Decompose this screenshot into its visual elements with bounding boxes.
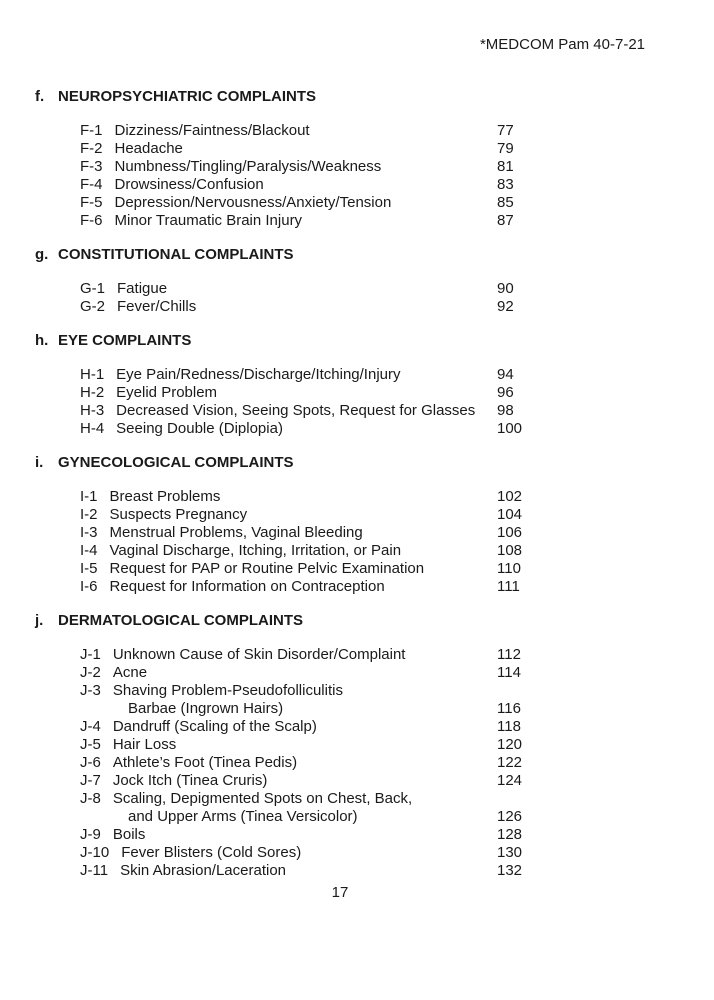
item-main	[35, 194, 497, 212]
item-title: Unknown Cause of Skin Disorder/Complaint	[112, 646, 406, 663]
item-line	[35, 420, 497, 438]
item-main	[35, 402, 497, 420]
section-heading	[35, 246, 714, 264]
item-line	[35, 772, 497, 790]
item-page-number: 118	[497, 718, 521, 735]
item-main	[35, 298, 497, 316]
toc-item	[35, 366, 714, 384]
section-heading	[35, 612, 714, 630]
toc-item	[35, 560, 714, 578]
item-label: F-5	[80, 194, 103, 211]
item-label: H-2	[80, 384, 105, 401]
item-main	[35, 524, 497, 542]
item-label: I-1	[80, 488, 98, 505]
item-title: Request for PAP or Routine Pelvic Examination	[109, 560, 425, 577]
item-main	[35, 736, 497, 754]
section-title: GYNECOLOGICAL COMPLAINTS	[58, 454, 294, 471]
item-line	[35, 790, 497, 808]
item-label: H-3	[80, 402, 105, 419]
item-main	[35, 384, 497, 402]
item-title: Eye Pain/Redness/Discharge/Itching/Injury	[116, 366, 401, 383]
item-label: J-9	[80, 826, 101, 843]
item-main	[35, 560, 497, 578]
item-title: Eyelid Problem	[116, 384, 218, 401]
item-page-number: 81	[497, 158, 514, 175]
item-page-number: 112	[497, 646, 521, 663]
doc-header	[0, 0, 714, 54]
item-page-number: 124	[497, 772, 523, 789]
toc-item	[35, 402, 714, 420]
item-title: Menstrual Problems, Vaginal Bleeding	[109, 524, 363, 541]
item-page-number: 132	[497, 862, 523, 879]
item-main	[35, 542, 497, 560]
item-title: Jock Itch (Tinea Cruris)	[112, 772, 268, 789]
item-page-number: 104	[497, 506, 523, 523]
item-line	[35, 578, 497, 596]
toc-item	[35, 682, 714, 718]
item-line	[35, 122, 497, 140]
item-page-number: 92	[497, 298, 514, 315]
footer-page-number: 17	[331, 884, 349, 901]
toc-item	[35, 718, 714, 736]
toc-item	[35, 578, 714, 596]
item-label: J-3	[80, 682, 101, 699]
item-line	[35, 140, 497, 158]
item-page-number: 94	[497, 366, 514, 383]
item-page-number: 77	[497, 122, 514, 139]
item-main	[35, 280, 497, 298]
toc-section-h	[35, 332, 714, 438]
item-line	[35, 176, 497, 194]
item-title: Dizziness/Faintness/Blackout	[114, 122, 310, 139]
item-label: H-1	[80, 366, 105, 383]
toc-item	[35, 420, 714, 438]
item-label: I-3	[80, 524, 98, 541]
item-label: J-10	[80, 844, 110, 861]
item-title: Drowsiness/Confusion	[114, 176, 264, 193]
item-line	[35, 366, 497, 384]
item-title: Boils	[112, 826, 146, 843]
item-label: J-7	[80, 772, 101, 789]
item-main	[35, 488, 497, 506]
item-main	[35, 646, 497, 664]
section-items	[35, 488, 714, 596]
toc-item	[35, 212, 714, 230]
item-line	[35, 384, 497, 402]
toc-item	[35, 790, 714, 826]
item-line	[35, 664, 497, 682]
item-title-continuation: Barbae (Ingrown Hairs)	[128, 700, 284, 717]
item-label: J-6	[80, 754, 101, 771]
section-letter: j.	[35, 612, 44, 629]
section-title: NEUROPSYCHIATRIC COMPLAINTS	[58, 88, 317, 105]
section-title: CONSTITUTIONAL COMPLAINTS	[58, 246, 294, 263]
item-title: Shaving Problem-Pseudofolliculitis	[112, 682, 343, 699]
item-page-number: 116	[497, 700, 521, 717]
item-main	[35, 212, 497, 230]
toc-item	[35, 194, 714, 212]
item-line	[35, 718, 497, 736]
item-title: Vaginal Discharge, Itching, Irritation, or Pain	[109, 542, 402, 559]
item-label: I-6	[80, 578, 98, 595]
toc-item	[35, 524, 714, 542]
toc-item	[35, 280, 714, 298]
item-page-number: 96	[497, 384, 514, 401]
section-items	[35, 280, 714, 316]
section-heading	[35, 454, 714, 472]
item-main	[35, 754, 497, 772]
toc-item	[35, 664, 714, 682]
toc-item	[35, 826, 714, 844]
item-main	[35, 176, 497, 194]
item-title: Fever/Chills	[117, 298, 197, 315]
toc-section-g	[35, 246, 714, 316]
item-main	[35, 682, 497, 718]
item-label: I-4	[80, 542, 98, 559]
section-title: DERMATOLOGICAL COMPLAINTS	[58, 612, 303, 629]
item-line	[35, 488, 497, 506]
toc-item	[35, 158, 714, 176]
item-title: Scaling, Depigmented Spots on Chest, Back,	[112, 790, 413, 807]
item-label: F-3	[80, 158, 103, 175]
toc-item	[35, 122, 714, 140]
toc-item	[35, 646, 714, 664]
item-main	[35, 506, 497, 524]
item-main	[35, 140, 497, 158]
item-main	[35, 790, 497, 826]
section-letter: f.	[35, 88, 45, 105]
item-title: Numbness/Tingling/Paralysis/Weakness	[114, 158, 382, 175]
item-title: Suspects Pregnancy	[109, 506, 248, 523]
item-page-number: 85	[497, 194, 514, 211]
item-line	[35, 506, 497, 524]
item-label: F-4	[80, 176, 103, 193]
item-page-number: 108	[497, 542, 523, 559]
item-main	[35, 158, 497, 176]
item-title: Depression/Nervousness/Anxiety/Tension	[114, 194, 392, 211]
toc-item	[35, 176, 714, 194]
section-letter: h.	[35, 332, 49, 349]
item-title: Decreased Vision, Seeing Spots, Request for Glasses	[116, 402, 476, 419]
item-label: F-6	[80, 212, 103, 229]
toc-item	[35, 736, 714, 754]
item-main	[35, 366, 497, 384]
item-title: Acne	[112, 664, 148, 681]
item-line	[35, 298, 497, 316]
item-title: Breast Problems	[109, 488, 221, 505]
item-page-number: 100	[497, 420, 523, 437]
item-label: J-5	[80, 736, 101, 753]
item-main	[35, 826, 497, 844]
item-title: Fatigue	[117, 280, 168, 297]
item-title: Hair Loss	[112, 736, 177, 753]
item-main	[35, 718, 497, 736]
toc-item	[35, 542, 714, 560]
item-line	[35, 280, 497, 298]
item-line	[35, 212, 497, 230]
item-page-number: 114	[497, 664, 521, 681]
item-line	[35, 754, 497, 772]
section-items	[35, 366, 714, 438]
item-page-number: 87	[497, 212, 514, 229]
item-page-number: 98	[497, 402, 514, 419]
item-label: I-2	[80, 506, 98, 523]
item-page-number: 83	[497, 176, 514, 193]
item-line	[35, 736, 497, 754]
item-line	[35, 194, 497, 212]
toc-item	[35, 506, 714, 524]
item-title: Request for Information on Contraception	[109, 578, 385, 595]
item-title: Athlete’s Foot (Tinea Pedis)	[112, 754, 298, 771]
item-line	[35, 560, 497, 578]
item-page-number: 120	[497, 736, 523, 753]
item-page-number: 110	[497, 560, 521, 577]
item-title-continuation: and Upper Arms (Tinea Versicolor)	[128, 808, 358, 825]
item-main	[35, 420, 497, 438]
item-page-number: 79	[497, 140, 514, 157]
section-letter: i.	[35, 454, 44, 471]
item-page-number: 90	[497, 280, 514, 297]
item-label: J-4	[80, 718, 101, 735]
item-title: Minor Traumatic Brain Injury	[114, 212, 303, 229]
toc-item	[35, 754, 714, 772]
toc-section-f	[35, 88, 714, 230]
section-items	[35, 646, 714, 880]
item-label: J-1	[80, 646, 101, 663]
item-line	[35, 682, 497, 700]
item-main	[35, 862, 497, 880]
toc-item	[35, 140, 714, 158]
toc-item	[35, 844, 714, 862]
item-line	[35, 158, 497, 176]
item-page-number: 102	[497, 488, 523, 505]
item-label: F-2	[80, 140, 103, 157]
item-line	[35, 862, 497, 880]
item-line	[35, 646, 497, 664]
toc-item	[35, 862, 714, 880]
toc-section-i	[35, 454, 714, 596]
item-label: H-4	[80, 420, 105, 437]
item-main	[35, 772, 497, 790]
item-line	[35, 402, 497, 420]
page-footer	[0, 884, 714, 902]
item-label: J-11	[80, 862, 109, 879]
toc-section-j	[35, 612, 714, 880]
pam-number: *MEDCOM Pam 40-7-21	[479, 36, 645, 53]
item-label: I-5	[80, 560, 98, 577]
section-heading	[35, 88, 714, 106]
section-items	[35, 122, 714, 230]
item-page-number: 106	[497, 524, 523, 541]
item-title: Headache	[114, 140, 183, 157]
item-line	[35, 826, 497, 844]
item-page-number: 126	[497, 808, 523, 825]
toc-item	[35, 772, 714, 790]
item-line	[35, 844, 497, 862]
toc-item	[35, 298, 714, 316]
section-title: EYE COMPLAINTS	[58, 332, 192, 349]
item-title: Skin Abrasion/Laceration	[120, 862, 287, 879]
item-main	[35, 578, 497, 596]
item-label: G-2	[80, 298, 106, 315]
item-page-number: 111	[497, 578, 520, 595]
toc-item	[35, 488, 714, 506]
item-page-number: 128	[497, 826, 523, 843]
item-label: J-2	[80, 664, 101, 681]
item-title: Dandruff (Scaling of the Scalp)	[112, 718, 317, 735]
item-page-number: 122	[497, 754, 523, 771]
item-line	[35, 524, 497, 542]
item-line	[35, 542, 497, 560]
item-title: Fever Blisters (Cold Sores)	[121, 844, 302, 861]
item-label: F-1	[80, 122, 103, 139]
item-label: J-8	[80, 790, 101, 807]
section-heading	[35, 332, 714, 350]
item-label: G-1	[80, 280, 106, 297]
section-letter: g.	[35, 246, 49, 263]
item-title: Seeing Double (Diplopia)	[116, 420, 283, 437]
item-page-number: 130	[497, 844, 523, 861]
item-main	[35, 844, 497, 862]
toc-item	[35, 384, 714, 402]
item-main	[35, 664, 497, 682]
toc-content	[0, 88, 714, 880]
item-main	[35, 122, 497, 140]
